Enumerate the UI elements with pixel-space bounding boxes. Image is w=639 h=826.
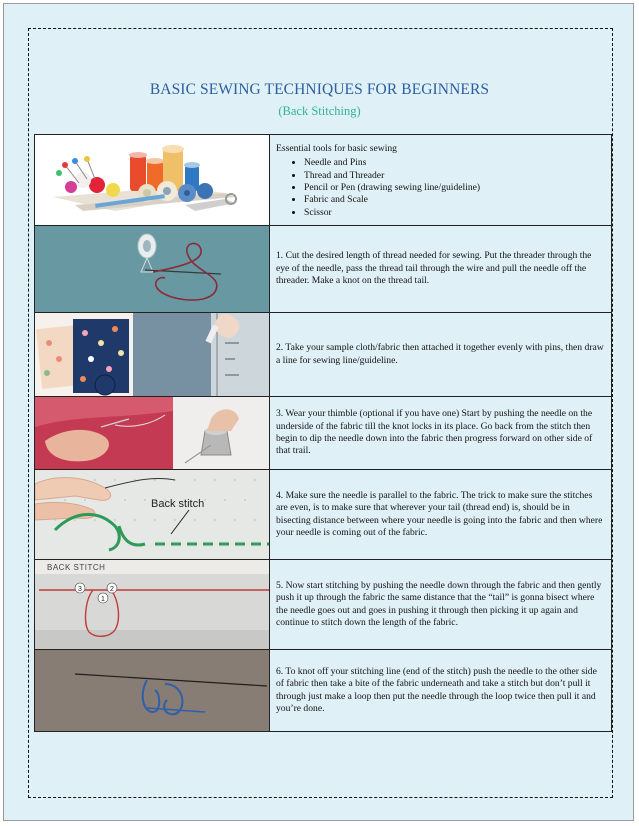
tool-item: • Needle and Pins xyxy=(304,157,605,169)
stitch-number: 2 xyxy=(110,586,114,593)
threader-illustration xyxy=(35,226,269,312)
step-4-text: 4. Make sure the needle is parallel to the fabric. The trick to make sure the stitches are even, is to make sure that wherever your tail (thread end) is, should be in bisecting distance between where your needle is going into the fabric and then where your needle is coming out of the fabric. xyxy=(270,470,612,560)
tool-item: • Thread and Threader xyxy=(304,170,605,182)
step-6-text: 6. To knot off your stitching line (end of the stitch) push the needle to the other side of fabric then take a bite of the fabric underneath and take a stitch but don’t pull it through just make a loop then put the needle through the loop twice then pull it and you’re done. xyxy=(270,650,612,732)
tools-list xyxy=(276,157,605,219)
step-row xyxy=(35,470,612,560)
step-1-text: 1. Cut the desired length of thread needed for sewing. Put the threader through the eye of the needle, pass the thread tail through the wire and pull the needle off the threader. Make a knot on the thread tail. xyxy=(270,226,612,313)
step-row xyxy=(35,313,612,397)
knot-stitch-photo xyxy=(35,650,269,731)
tools-image xyxy=(35,135,270,226)
tool-item: • Pencil or Pen (drawing sewing line/guideline) xyxy=(304,182,605,194)
step-row xyxy=(35,226,612,313)
sewing-tools-illustration xyxy=(35,135,269,225)
stitch-number: 3 xyxy=(78,586,82,593)
stitch-number: 1 xyxy=(101,596,105,603)
step-2-text: 2. Take your sample cloth/fabric then attached it together evenly with pins, then draw a line for sewing line/guideline. xyxy=(270,313,612,397)
tools-heading: Essential tools for basic sewing xyxy=(276,142,397,154)
thimble-illustration xyxy=(35,397,269,469)
instructions-table xyxy=(34,134,612,732)
step-row xyxy=(35,560,612,650)
step-5-text: 5. Now start stitching by pushing the needle down through the fabric and then gently push it up through the fabric the same distance that the “tail” is gonna bisect where the needle goes out and goes in pushing it through then picking it up again and continue to stitch down the length of the fabric. xyxy=(270,560,612,650)
step-3-image xyxy=(35,397,270,470)
step-2-image xyxy=(35,313,270,397)
step-5-image xyxy=(35,560,270,650)
tool-item: • Scissor xyxy=(304,207,605,219)
step-row xyxy=(35,397,612,470)
step-3-text: 3. Wear your thimble (optional if you have one) Start by pushing the needle on the underside of the fabric till the knot locks in its place. Go back from the stitch then begin to dip the needle down into the fabric then progress forward on other side of that trail. xyxy=(270,397,612,470)
fabric-and-pins-illustration xyxy=(35,313,269,396)
step-row xyxy=(35,650,612,732)
step-1-image xyxy=(35,226,270,313)
step-4-image xyxy=(35,470,270,560)
document-subtitle: (Back Stitching) xyxy=(278,104,361,118)
back-stitch-photo xyxy=(35,560,269,649)
tools-cell xyxy=(270,135,612,226)
back-stitch-diagram xyxy=(35,470,269,559)
back-stitch-label: Back stitch xyxy=(151,498,205,510)
tool-item: • Fabric and Scale xyxy=(304,194,605,206)
document-title: BASIC SEWING TECHNIQUES FOR BEGINNERS xyxy=(149,81,490,98)
back-stitch-caps-label: BACK STITCH xyxy=(47,563,106,572)
step-6-image xyxy=(35,650,270,732)
tools-row xyxy=(35,135,612,226)
